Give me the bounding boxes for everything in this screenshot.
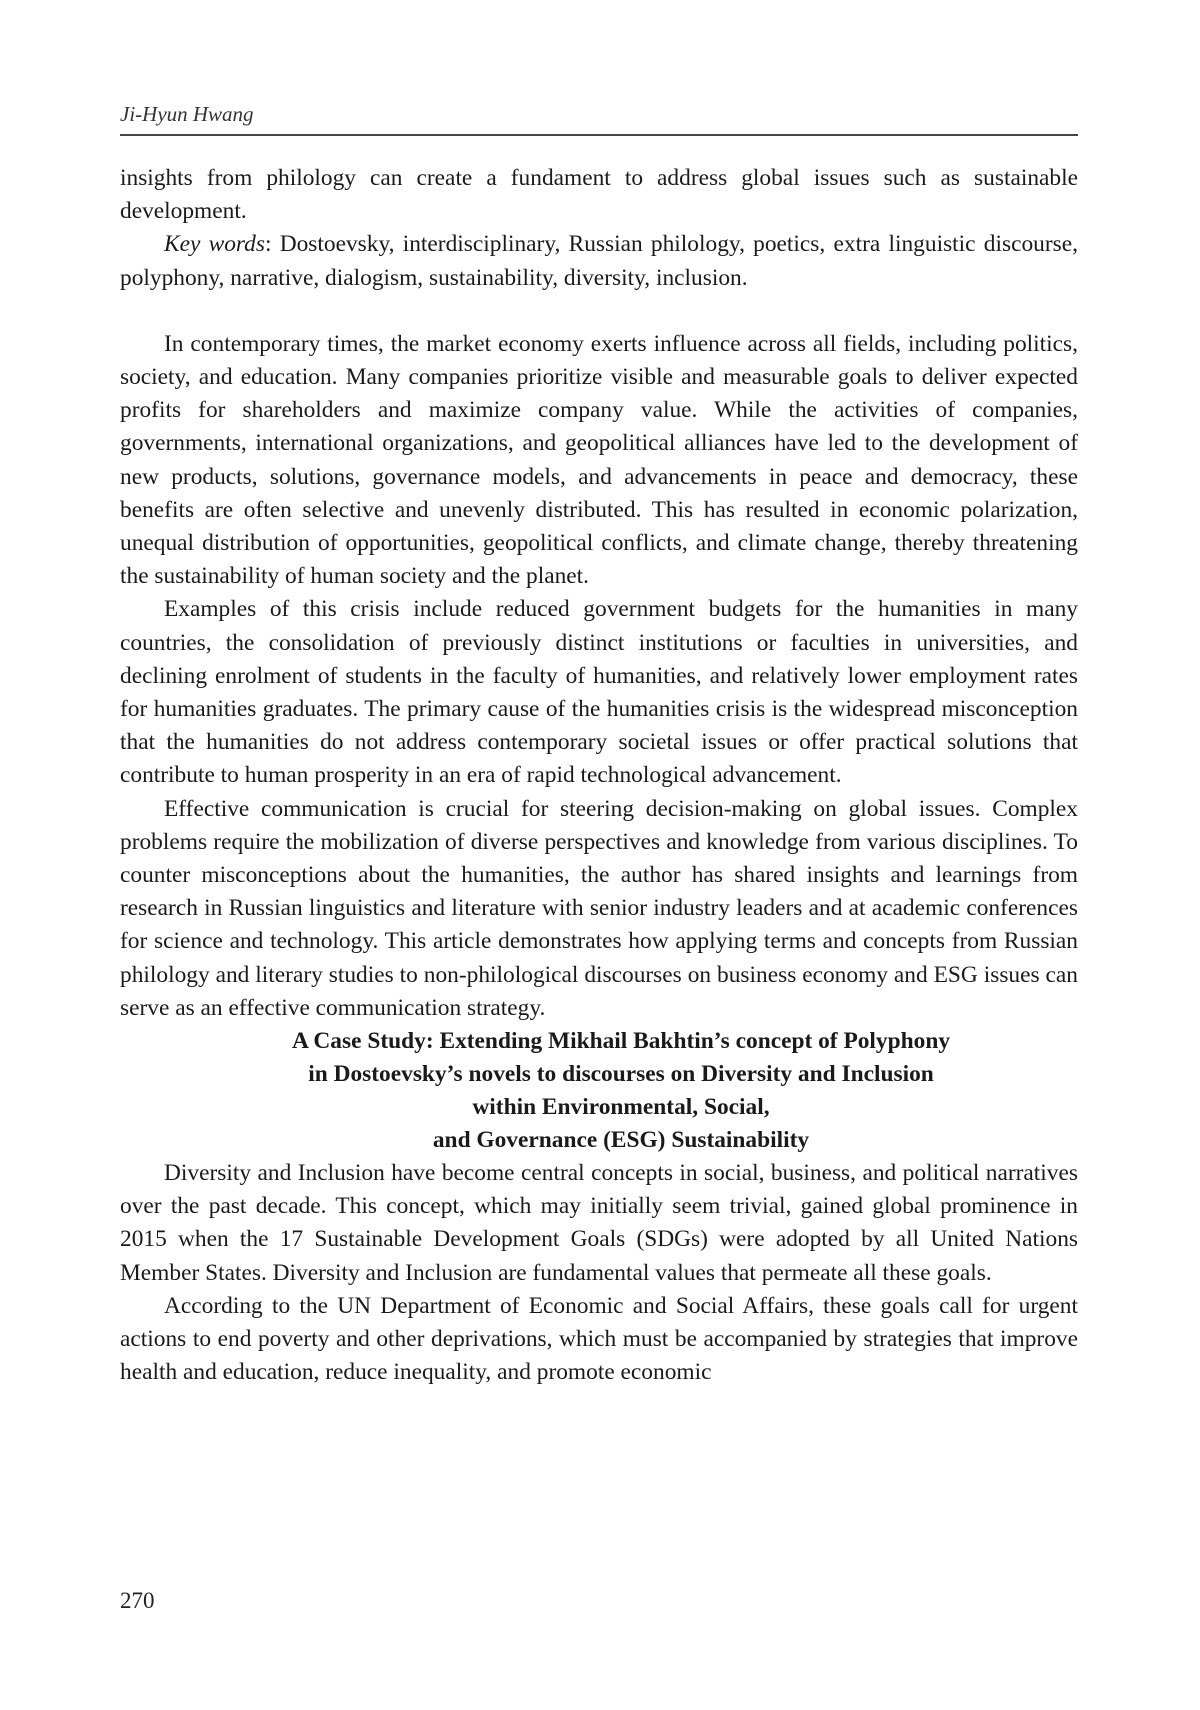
body-paragraph: In contemporary times, the market economy exerts influence across all fields, including politics, society, and education. Many companies prioritize visible and measurable goals to deliver expected profits for shareholders and maximize company value. While the activities of companies, governments, international organizations, and geopolitical alliances have led to the development of new products, solutions, governance models, and advancements in peace and democracy, these benefits are often selective and unevenly distributed. This has resulted in economic polarization, unequal distribution of opportunities, geopolitical conflicts, and climate change, thereby threatening the sustainability of human society and the planet. xyxy=(120,330,1078,590)
header-rule xyxy=(120,134,1078,136)
body-paragraph: Examples of this crisis include reduced government budgets for the humanities in many countries, the consolidation of previously distinct institutions or faculties in universities, and declining enrolment of students in the faculty of humanities, and relatively lower employment rates for humanities graduates. The primary cause of the humanities crisis is the widespread misconception that the humanities do not address contemporary societal issues or offer practical solutions that contribute to human prosperity in an era of rapid technological advancement. xyxy=(120,596,1078,789)
running-head-author: Ji-Hyun Hwang xyxy=(120,102,254,126)
section-heading-line: and Governance (ESG) Sustainability xyxy=(432,1127,810,1154)
abstract-tail: insights from philology can create a fundament to address global issues such as sustainable development. xyxy=(120,165,1078,225)
section-paragraph: Diversity and Inclusion have become central concepts in social, business, and political narratives over the past decade. This concept, which may initially seem trivial, gained global prominence in 2015 when the 17 Sustainable Development Goals (SDGs) were adopted by all United Nations Member States. Diversity and Inclusion are fundamental values that permeate all these goals. xyxy=(120,1160,1078,1286)
section-heading-line: in Dostoevsky’s novels to discourses on Diversity and Inclusion xyxy=(308,1061,934,1088)
body-text xyxy=(120,162,1078,1390)
page-number: 270 xyxy=(120,1588,155,1613)
section-heading-line: A Case Study: Extending Mikhail Bakhtin’s concept of Polyphony xyxy=(291,1028,951,1055)
body-paragraph: Effective communication is crucial for steering decision-making on global issues. Complex problems require the mobilization of diverse perspectives and knowledge from various disciplines. To counter misconceptions about the humanities, the author has shared insights and learnings from research in Russian linguistics and literature with senior industry leaders and at academic conferences for science and technology. This article demonstrates how applying terms and concepts from Russian philology and literary studies to non-philological discourses on business economy and ESG issues can serve as an effective communication strategy. xyxy=(120,795,1078,1021)
section-heading-line: within Environmental, Social, xyxy=(472,1094,770,1121)
keywords-separator: : xyxy=(264,231,280,258)
section-heading xyxy=(120,1025,1078,1157)
keywords-label: Key words xyxy=(164,231,265,258)
keywords-paragraph xyxy=(120,228,1078,294)
section-paragraph: According to the UN Department of Economic and Social Affairs, these goals call for urgent actions to end poverty and other deprivations, which must be accompanied by strategies that improve health and education, reduce inequality, and promote economic xyxy=(120,1292,1078,1386)
keywords-text: Dostoevsky, interdisciplinary, Russian philology, poetics, extra linguistic discourse, polyphony, narrative, dialogism, sustainability, diversity, inclusion. xyxy=(120,231,1078,291)
